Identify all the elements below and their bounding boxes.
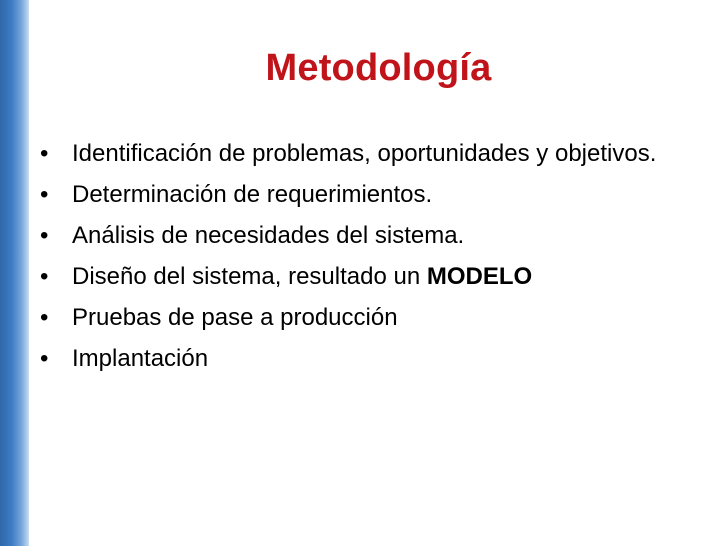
bullet-dot-icon: • [40, 222, 49, 249]
bullet-text: Análisis de necesidades del sistema. [72, 222, 465, 249]
bullet-item [40, 220, 690, 252]
bullet-text: Determinación de requerimientos. [72, 181, 433, 208]
bullet-text: Identificación de problemas, oportunidades y objetivos. [72, 140, 657, 167]
bullet-item [40, 343, 690, 375]
bullet-list [40, 138, 690, 384]
bullet-item [40, 302, 690, 334]
bullet-item [40, 261, 690, 293]
bullet-dot-icon: • [40, 140, 49, 167]
bullet-item [40, 179, 690, 211]
bullet-bold-text: MODELO [426, 263, 533, 290]
bullet-text: Diseño del sistema, resultado un [72, 263, 427, 290]
bullet-text: Implantación [72, 345, 209, 372]
bullet-text: Pruebas de pase a producción [72, 304, 398, 331]
left-accent-bar [0, 0, 29, 546]
bullet-item [40, 138, 690, 170]
bullet-dot-icon: • [40, 304, 49, 331]
bullet-dot-icon: • [40, 263, 49, 290]
bullet-dot-icon: • [40, 181, 49, 208]
slide-title: Metodología [265, 47, 492, 89]
bullet-dot-icon: • [40, 345, 49, 372]
